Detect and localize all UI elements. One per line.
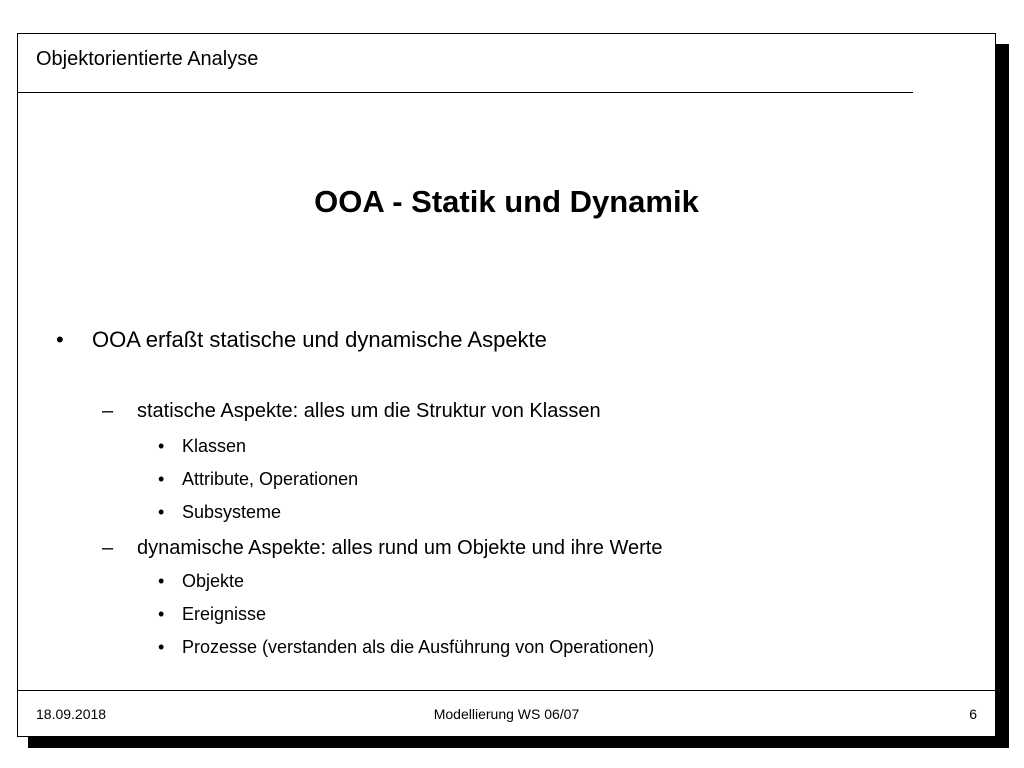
- bullet-text-level1: OOA erfaßt statische und dynamische Aspekte: [92, 327, 547, 352]
- footer-date: 18.09.2018: [36, 706, 107, 722]
- dash-marker: –: [102, 400, 114, 422]
- bullet-marker: •: [158, 436, 165, 456]
- bullet-text-level2: dynamische Aspekte: alles rund um Objekte und ihre Werte: [137, 537, 663, 559]
- bullet-marker: •: [158, 637, 165, 657]
- bullet-text-level3: Attribute, Operationen: [182, 469, 359, 489]
- header-title: Objektorientierte Analyse: [36, 48, 259, 70]
- bullet-marker: •: [158, 571, 165, 591]
- bullet-marker: •: [158, 604, 165, 624]
- bullet-marker: •: [56, 327, 64, 352]
- bullet-text-level2: statische Aspekte: alles um die Struktur von Klassen: [137, 400, 601, 422]
- footer-page-number: 6: [969, 706, 977, 722]
- bullet-list: [18, 34, 995, 736]
- bullet-text-level3: Prozesse (verstanden als die Ausführung von Operationen): [182, 637, 655, 657]
- bullet-marker: •: [158, 502, 165, 522]
- slide-frame: [17, 33, 996, 737]
- footer-course: Modellierung WS 06/07: [433, 706, 580, 722]
- bullet-text-level3: Objekte: [182, 571, 245, 591]
- dash-marker: –: [102, 537, 114, 559]
- bullet-text-level3: Subsysteme: [182, 502, 282, 522]
- footer-divider: [18, 690, 995, 691]
- bullet-text-level3: Klassen: [182, 436, 247, 456]
- slide-title: OOA - Statik und Dynamik: [314, 184, 699, 219]
- bullet-marker: •: [158, 469, 165, 489]
- bullet-text-level3: Ereignisse: [182, 604, 267, 624]
